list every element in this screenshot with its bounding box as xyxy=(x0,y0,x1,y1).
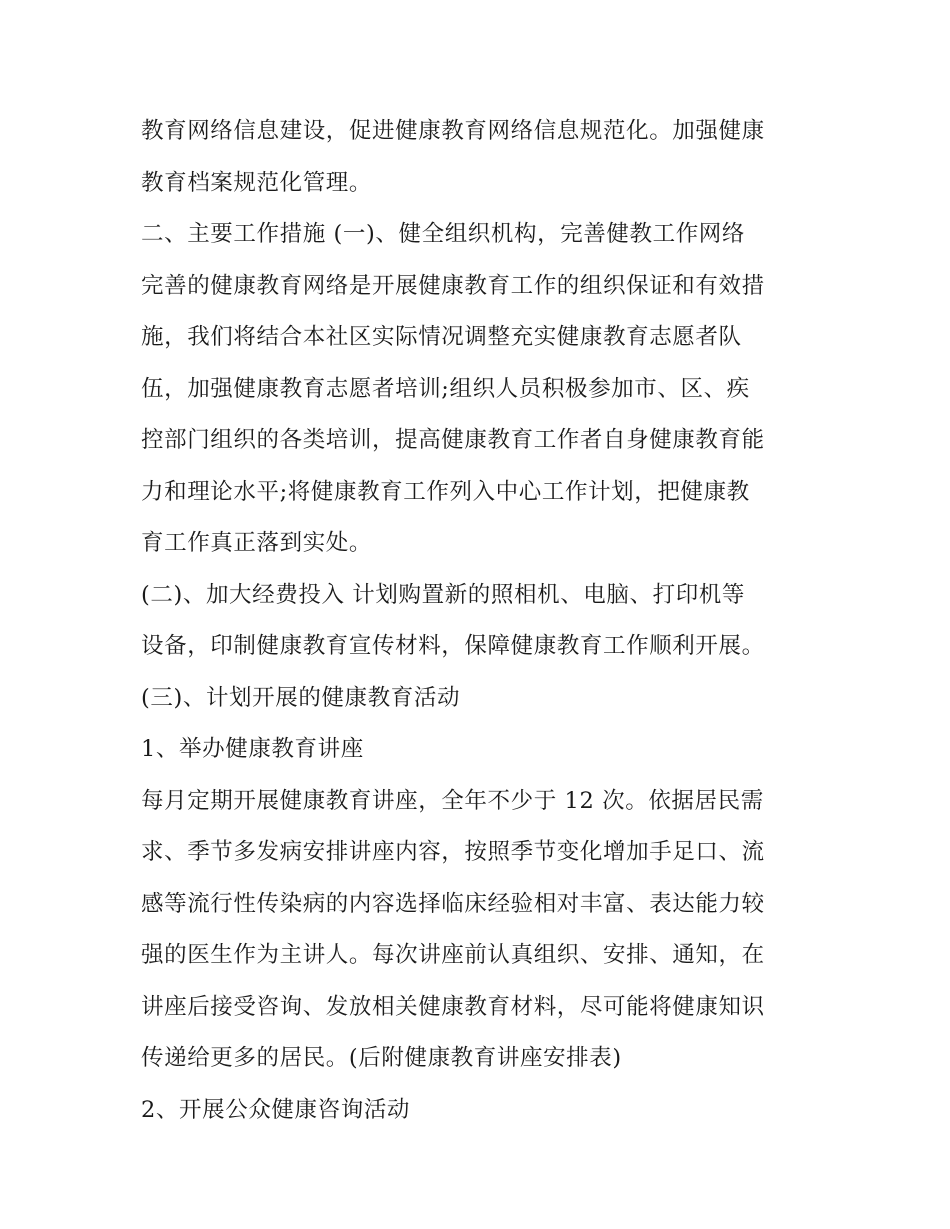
item-heading: 1、举办健康教育讲座 xyxy=(141,736,364,762)
text-line: 力和理论水平;将健康教育工作列入中心工作计划，把健康教 xyxy=(141,478,750,505)
text-line: 讲座后接受咨询、发放相关健康教育材料，尽可能将健康知识 xyxy=(141,993,765,1020)
section-heading: 二、主要工作措施 (一)、健全组织机构，完善健教工作网络 xyxy=(141,221,746,247)
item-heading: 2、开展公众健康咨询活动 xyxy=(141,1096,411,1123)
text-line: 每月定期开展健康教育讲座，全年不少于 12 次。依据居民需 xyxy=(141,787,764,814)
document-body xyxy=(141,106,831,1136)
subsection-heading: (二)、加大经费投入 计划购置新的照相机、电脑、打印机等 xyxy=(141,581,746,608)
text-line: 感等流行性传染病的内容选择临床经验相对丰富、表达能力较 xyxy=(141,890,765,917)
text-line: 求、季节多发病安排讲座内容，按照季节变化增加手足口、流 xyxy=(141,839,765,865)
text-line: 控部门组织的各类培训，提高健康教育工作者自身健康教育能 xyxy=(141,427,765,453)
text-line: 伍，加强健康教育志愿者培训;组织人员积极参加市、区、疾 xyxy=(141,375,750,402)
text-line: 教育网络信息建设，促进健康教育网络信息规范化。加强健康 xyxy=(141,118,765,144)
text-line: 传递给更多的居民。(后附健康教育讲座安排表) xyxy=(141,1045,622,1071)
subsection-heading: (三)、计划开展的健康教育活动 xyxy=(141,684,461,711)
text-line: 教育档案规范化管理。 xyxy=(141,169,373,196)
text-line: 设备，印制健康教育宣传材料，保障健康教育工作顺利开展。 xyxy=(141,633,765,659)
text-line: 育工作真正落到实处。 xyxy=(141,530,373,556)
text-line: 完善的健康教育网络是开展健康教育工作的组织保证和有效措 xyxy=(141,272,765,299)
text-line: 施，我们将结合本社区实际情况调整充实健康教育志愿者队 xyxy=(141,324,742,350)
text-line: 强的医生作为主讲人。每次讲座前认真组织、安排、通知，在 xyxy=(141,942,765,968)
